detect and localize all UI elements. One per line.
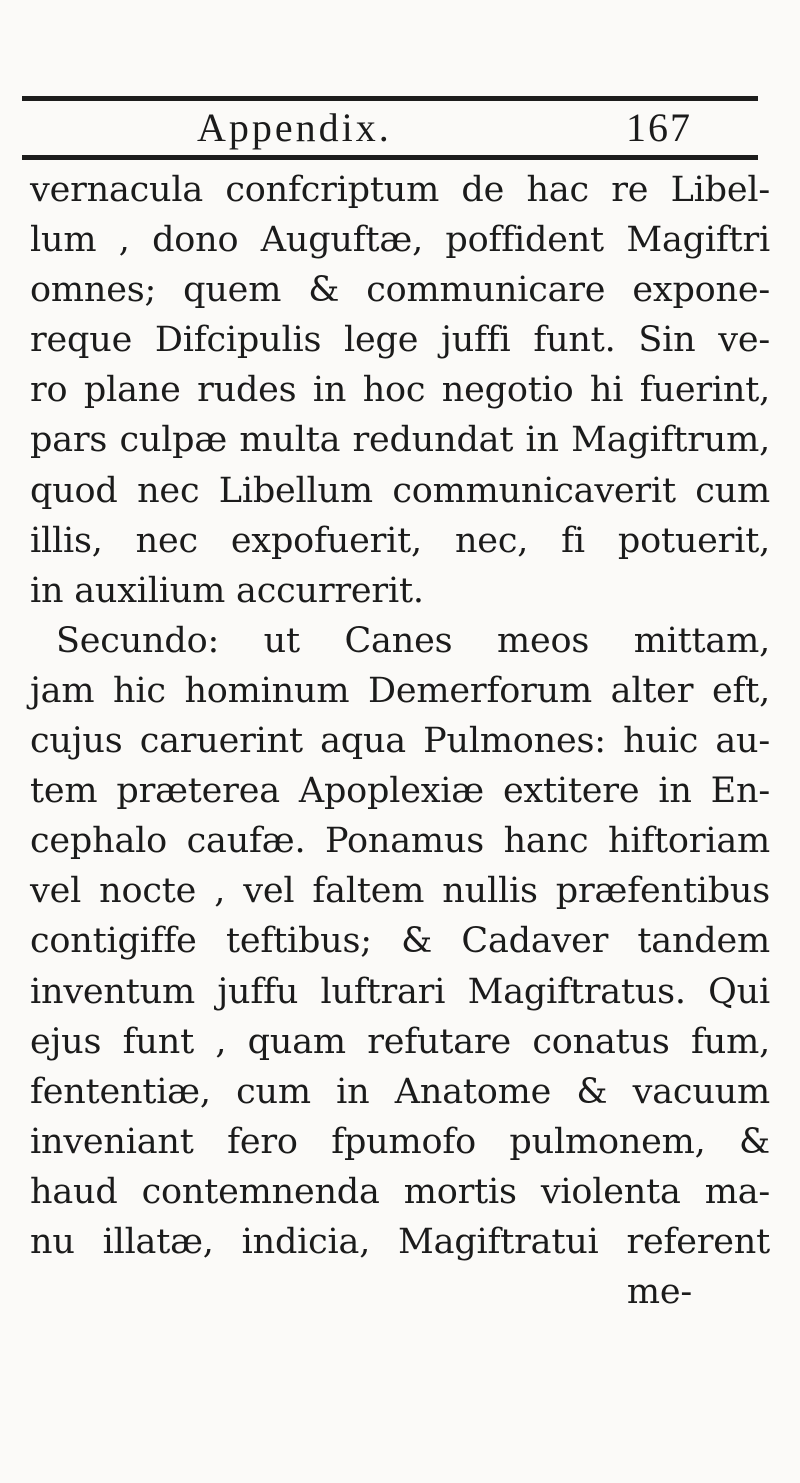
text-line: nu illatæ, indicia, Magiftratui referent	[30, 1221, 770, 1262]
text-line: reque Difcipulis lege juffi funt. Sin ve-	[30, 320, 770, 361]
text-line: quod nec Libellum communicaverit cum	[30, 470, 770, 511]
text-line: inventum juffu luftrari Magiftratus. Qui	[30, 971, 770, 1012]
body-text	[30, 165, 770, 1317]
text-line: Secundo: ut Canes meos mittam,	[56, 620, 770, 661]
text-line: cujus caruerint aqua Pulmones: huic au-	[30, 721, 770, 762]
text-line: lum , dono Auguftæ, poffident Magiftri	[30, 220, 770, 261]
text-line: illis, nec expofuerit, nec, fi potuerit,	[30, 520, 770, 561]
text-line: omnes; quem & communicare expone-	[30, 270, 770, 311]
running-head	[22, 100, 758, 155]
text-line: contigiffe teftibus; & Cadaver tandem	[30, 921, 770, 962]
page-number: 167	[626, 105, 692, 150]
text-line: haud contemnenda mortis violenta ma-	[30, 1171, 770, 1212]
text-line: vernacula confcriptum de hac re Libel-	[30, 170, 770, 210]
text-line: fententiæ, cum in Anatome & vacuum	[30, 1071, 770, 1112]
text-line: ejus funt , quam refutare conatus fum,	[30, 1021, 770, 1062]
running-title: Appendix.	[197, 105, 392, 150]
text-line: vel nocte , vel faltem nullis præfentibus	[30, 871, 770, 912]
text-line: ro plane rudes in hoc negotio hi fuerint,	[30, 370, 770, 411]
text-line: tem præterea Apoplexiæ extitere in En-	[30, 771, 770, 812]
text-line: inveniant fero fpumofo pulmonem, &	[30, 1121, 770, 1162]
catchword: me-	[626, 1272, 692, 1313]
text-line: in auxilium accurrerit.	[30, 570, 424, 611]
text-line: cephalo caufæ. Ponamus hanc hiftoriam	[30, 821, 770, 862]
text-line: pars culpæ multa redundat in Magiftrum,	[30, 420, 770, 461]
header-rule-bottom	[22, 155, 758, 160]
text-line: jam hic hominum Demerforum alter eft,	[30, 670, 770, 711]
